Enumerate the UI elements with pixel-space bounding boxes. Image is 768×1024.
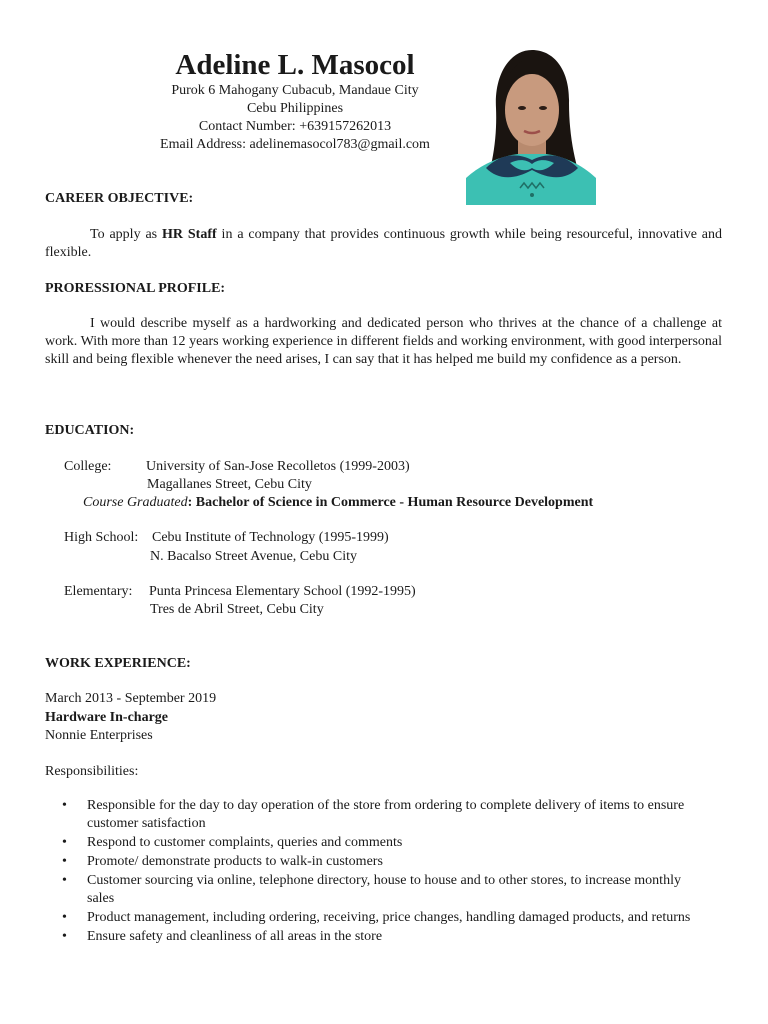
work-company: Nonnie Enterprises [45, 728, 153, 743]
responsibility-text: Product management, including ordering, receiving, price changes, handling damaged products, and returns [87, 910, 691, 925]
bullet-icon: • [62, 835, 67, 850]
education-heading: EDUCATION: [45, 423, 135, 438]
list-item [45, 834, 705, 852]
career-objective-heading: CAREER OBJECTIVE: [45, 191, 194, 206]
responsibility-text: Ensure safety and cleanliness of all areas in the store [87, 929, 383, 944]
address-line-2: Cebu Philippines [246, 101, 344, 116]
career-objective-text [45, 226, 722, 262]
work-position: Hardware In-charge [45, 710, 168, 725]
professional-profile-heading: PRORESSIONAL PROFILE: [45, 281, 226, 296]
elementary-address: Tres de Abril Street, Cebu City [150, 602, 324, 617]
professional-profile-text [45, 315, 722, 369]
contact-number: Contact Number: +639157262013 [198, 119, 392, 134]
bullet-icon: • [62, 873, 67, 888]
responsibilities-list [45, 797, 705, 947]
responsibility-text: Respond to customer complaints, queries and comments [87, 835, 403, 850]
course-name: Bachelor of Science in Commerce - Human Resource Development [195, 495, 594, 510]
candidate-name: Adeline L. Masocol [175, 49, 415, 81]
high-school-address: N. Bacalso Street Avenue, Cebu City [150, 549, 357, 564]
address-line-1: Purok 6 Mahogany Cubacub, Mandaue City [171, 83, 419, 98]
objective-role: HR Staff [162, 227, 217, 242]
college-school: University of San-Jose Recolletos (1999-2003) [146, 459, 410, 474]
high-school-label: High School: [64, 530, 139, 545]
elementary-school-name: Punta Princesa Elementary School (1992-1995) [149, 584, 416, 599]
profile-text: I would describe myself as a hardworking and dedicated person who thrives at the chance of a challenge at work. With more than 12 years working experience in different fields and working environment, with good interpersonal skill and being flexible whenever the need arises, I can say that it has helped me build my confidence as a person. [45, 316, 722, 367]
list-item [45, 797, 705, 833]
work-period: March 2013 - September 2019 [45, 691, 217, 706]
objective-prefix: To apply as [90, 227, 162, 242]
course-graduated [83, 494, 593, 512]
college-label: College: [64, 459, 112, 474]
list-item [45, 928, 705, 946]
list-item [45, 853, 705, 871]
course-colon: : [187, 495, 193, 510]
profile-photo [466, 38, 596, 205]
course-label: Course Graduated [83, 495, 188, 510]
work-experience-heading: WORK EXPERIENCE: [45, 656, 191, 671]
college-address: Magallanes Street, Cebu City [147, 477, 312, 492]
list-item [45, 872, 705, 908]
list-item [45, 909, 705, 927]
bullet-icon: • [62, 929, 67, 944]
bullet-icon: • [62, 798, 67, 813]
responsibility-text: Customer sourcing via online, telephone directory, house to house and to other stores, to increase monthly sales [87, 873, 681, 906]
elementary-label: Elementary: [64, 584, 133, 599]
responsibilities-label: Responsibilities: [45, 764, 139, 779]
bullet-icon: • [62, 854, 67, 869]
objective-suffix: in a company that provides continuous growth while being resourceful, innovative and flexible. [45, 227, 723, 260]
responsibility-text: Responsible for the day to day operation of the store from ordering to complete delivery of items to ensure customer satisfaction [87, 798, 685, 831]
high-school-name: Cebu Institute of Technology (1995-1999) [152, 530, 389, 545]
bullet-icon: • [62, 910, 67, 925]
profile-photo-illustration [466, 38, 596, 205]
responsibility-text: Promote/ demonstrate products to walk-in customers [87, 854, 383, 869]
email-address: Email Address: adelinemasocol783@gmail.com [160, 137, 430, 152]
